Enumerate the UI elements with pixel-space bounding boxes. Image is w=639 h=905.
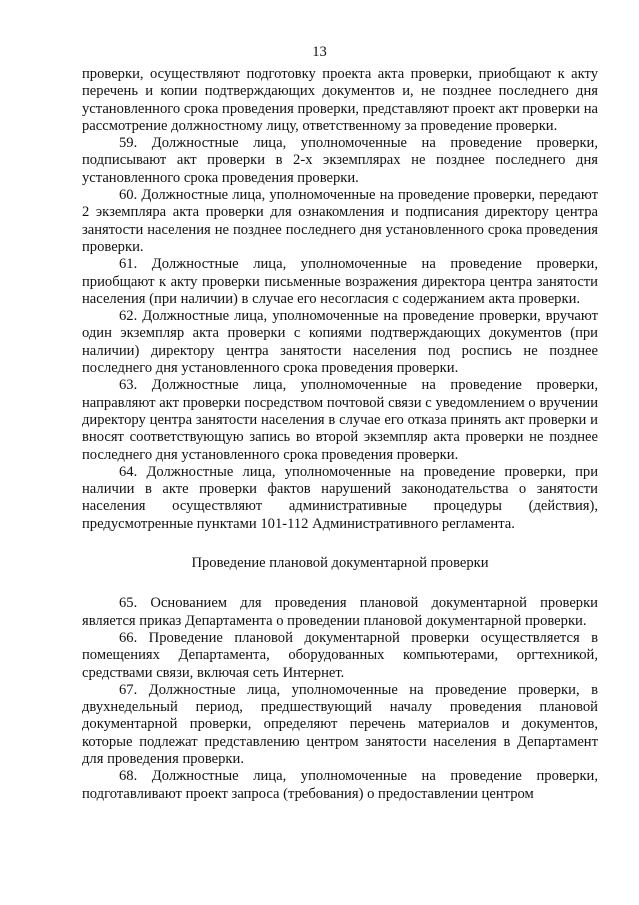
paragraph-67: 67. Должностные лица, уполномоченные на проведение проверки, в двухнедельный период, предшествующий началу проведения плановой документарной проверки, определяют перечень материалов и документов, которые подлежат представлению центром занятости населения в Департамент для проведения проверки. [82, 681, 598, 767]
paragraph-continuation: проверки, осуществляют подготовку проекта акта проверки, приобщают к акту перечень и копии подтверждающих документов и, не позднее последнего дня установленного срока проведения проверки, представляют проект акт проверки на рассмотрение должностному лицу, ответственному за проведение проверки. [82, 66, 598, 134]
paragraph-65: 65. Основанием для проведения плановой документарной проверки является приказ Департамента о проведении плановой документарной проверки. [82, 595, 598, 629]
page-number: 13 [312, 44, 327, 60]
paragraph-68: 68. Должностные лица, уполномоченные на проведение проверки, подготавливают проект запроса (требования) о предоставлении центром [82, 768, 598, 802]
paragraph-61: 61. Должностные лица, уполномоченные на проведение проверки, приобщают к акту проверки письменные возражения директора центра занятости населения (при наличии) в случае его несогласия с содержанием акта проверки. [82, 256, 598, 307]
section-title: Проведение плановой документарной проверки [191, 555, 489, 572]
paragraph-64: 64. Должностные лица, уполномоченные на проведение проверки, при наличии в акте проверки фактов нарушений законодательства о занятости населения осуществляют административные процедуры (действия), предусмотренные пунктами 101-112 Административного регламента. [82, 463, 598, 532]
paragraph-60: 60. Должностные лица, уполномоченные на проведение проверки, передают 2 экземпляра акта проверки для ознакомления и подписания директору центра занятости населения не позднее последнего дня установленного срока проведения проверки. [82, 187, 598, 255]
paragraph-63: 63. Должностные лица, уполномоченные на проведение проверки, направляют акт проверки посредством почтовой связи с уведомлением о вручении директору центра занятости населения в случае его отказа принять акт проверки и вносят соответствующую запись во второй экземпляр акта проверки не позднее последнего дня установленного срока проведения проверки. [82, 377, 598, 463]
document-body [82, 66, 598, 803]
paragraph-62: 62. Должностные лица, уполномоченные на проведение проверки, вручают один экземпляр акта проверки с копиями подтверждающих документов (при наличии) директору центра занятости населения под роспись не позднее последнего дня установленного срока проведения проверки. [82, 308, 598, 377]
paragraph-66: 66. Проведение плановой документарной проверки осуществляется в помещениях Департамента, оборудованных компьютерами, оргтехникой, средствами связи, включая сеть Интернет. [82, 629, 598, 681]
paragraph-59: 59. Должностные лица, уполномоченные на проведение проверки, подписывают акт проверки в 2-х экземплярах не позднее последнего дня установленного срока проведения проверки. [82, 135, 598, 186]
